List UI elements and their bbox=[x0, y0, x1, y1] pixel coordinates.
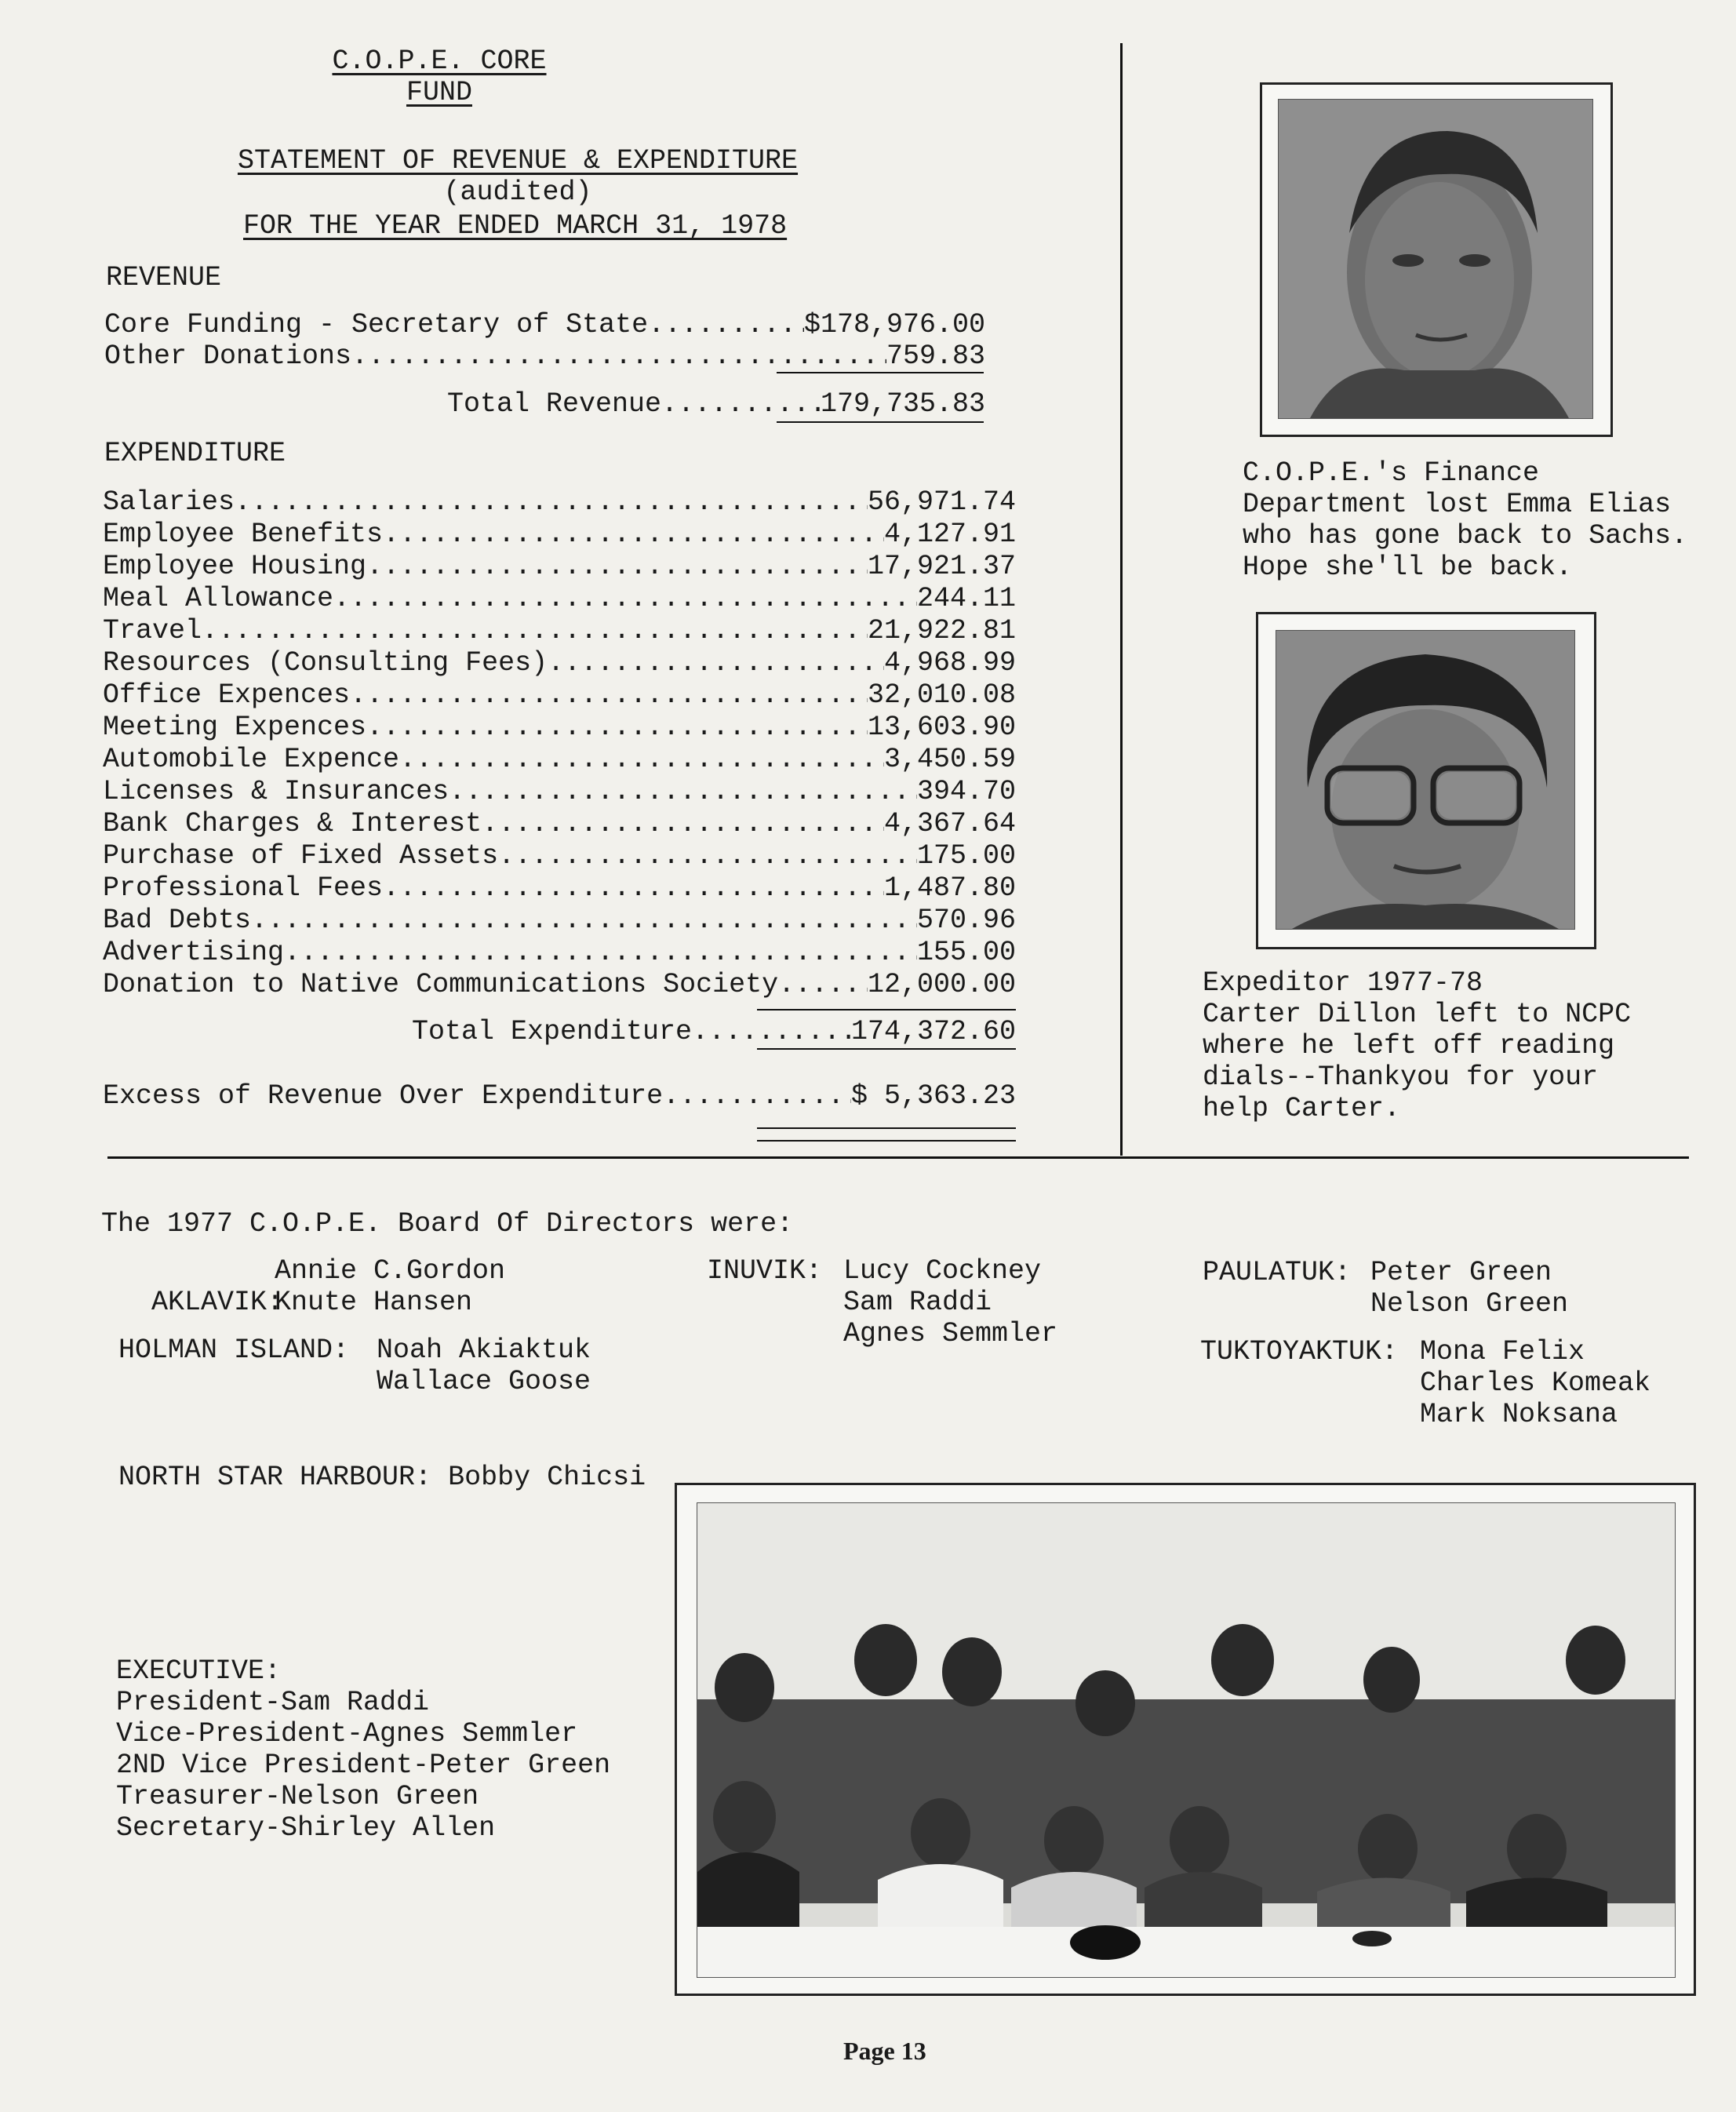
portrait-photo-emma bbox=[1260, 82, 1613, 437]
expenditure-row: Donation to Native Communications Society ..... 12,000.00 bbox=[103, 969, 1016, 1000]
board-holman: HOLMAN ISLAND: bbox=[118, 1335, 350, 1366]
expenditure-row: Employee Housing ..... 17,921.37 bbox=[103, 551, 1016, 582]
total-expenditure-row: Total Expenditure ..... 174,372.60 bbox=[412, 1016, 1016, 1047]
board-north-star: NORTH STAR HARBOUR: Bobby Chicsi bbox=[118, 1462, 646, 1493]
expenditure-row: Bank Charges & Interest ..... 4,367.64 bbox=[103, 808, 1016, 839]
board-tuktoyaktuk-members: Mona Felix Charles Komeak Mark Noksana bbox=[1420, 1336, 1651, 1430]
board-group-image bbox=[697, 1503, 1675, 1977]
board-aklavik-members: Annie C.Gordon Knute Hansen bbox=[275, 1255, 506, 1318]
statement-heading: STATEMENT OF REVENUE & EXPENDITURE bbox=[237, 145, 799, 177]
section-divider bbox=[107, 1156, 1689, 1159]
expenditure-row: Purchase of Fixed Assets ..... 175.00 bbox=[103, 840, 1016, 872]
group-photo bbox=[675, 1483, 1696, 1996]
expenditure-row: Travel ..... 21,922.81 bbox=[103, 615, 1016, 646]
expenditure-row: Employee Benefits ..... 4,127.91 bbox=[103, 519, 1016, 550]
revenue-row: Core Funding - Secretary of State ..... $178,976.00 bbox=[104, 309, 985, 340]
expenditure-row: Meal Allowance ..... 244.11 bbox=[103, 583, 1016, 614]
caption-finance: C.O.P.E.'s Finance Department lost Emma Elias who has gone back to Sachs. Hope she'll be back. bbox=[1243, 457, 1688, 583]
caption-expeditor: Expeditor 1977-78 Carter Dillon left to NCPC where he left off reading dials--Thankyou for your help Carter. bbox=[1203, 967, 1632, 1124]
expenditure-row: Resources (Consulting Fees) ..... 4,968.99 bbox=[103, 647, 1016, 679]
expenditure-label: EXPENDITURE bbox=[104, 438, 286, 469]
expenditure-row: Meeting Expences ..... 13,603.90 bbox=[103, 712, 1016, 743]
excess-row: Excess of Revenue Over Expenditure ..... $ 5,363.23 bbox=[103, 1080, 1016, 1112]
expenditure-row: Office Expences ..... 32,010.08 bbox=[103, 679, 1016, 711]
board-heading: The 1977 C.O.P.E. Board Of Directors were: bbox=[101, 1208, 794, 1240]
revenue-row: Other Donations ..... 759.83 bbox=[104, 340, 985, 372]
portrait-carter-image bbox=[1276, 631, 1574, 929]
portrait-photo-carter bbox=[1256, 612, 1596, 949]
statement-title: C.O.P.E. CORE bbox=[332, 46, 547, 77]
statement-subtitle: FUND bbox=[406, 77, 472, 108]
board-tuktoyaktuk: TUKTOYAKTUK: bbox=[1200, 1336, 1399, 1367]
board-paulatuk-members: Peter Green Nelson Green bbox=[1370, 1257, 1569, 1320]
expenditure-row: Salaries ..... 56,971.74 bbox=[103, 486, 1016, 518]
column-divider bbox=[1120, 43, 1123, 1156]
page-number: Page 13 bbox=[843, 2037, 926, 2065]
board-holman-members: Noah Akiaktuk Wallace Goose bbox=[377, 1335, 591, 1397]
expenditure-row: Automobile Expence ..... 3,450.59 bbox=[103, 744, 1016, 775]
board-inuvik: INUVIK: bbox=[707, 1255, 823, 1287]
expenditure-row: Bad Debts ..... 570.96 bbox=[103, 905, 1016, 936]
executive-list: EXECUTIVE: President-Sam Raddi Vice-President-Agnes Semmler 2ND Vice President-Peter Green Treasurer-Nelson Green Secretary-Shirley Allen bbox=[116, 1655, 611, 1844]
revenue-label: REVENUE bbox=[106, 262, 222, 293]
statement-period: FOR THE YEAR ENDED MARCH 31, 1978 bbox=[243, 210, 788, 242]
board-paulatuk: PAULATUK: bbox=[1203, 1257, 1352, 1288]
total-revenue-row: Total Revenue ..... 179,735.83 bbox=[447, 388, 985, 420]
statement-audited: (audited) bbox=[443, 177, 592, 208]
portrait-emma-image bbox=[1279, 100, 1592, 418]
expenditure-row: Licenses & Insurances ..... 394.70 bbox=[103, 776, 1016, 807]
expenditure-row: Professional Fees ..... 1,487.80 bbox=[103, 872, 1016, 904]
board-inuvik-members: Lucy Cockney Sam Raddi Agnes Semmler bbox=[843, 1255, 1058, 1349]
expenditure-row: Advertising ..... 155.00 bbox=[103, 937, 1016, 968]
board-aklavik: AKLAVIK: bbox=[151, 1287, 284, 1318]
